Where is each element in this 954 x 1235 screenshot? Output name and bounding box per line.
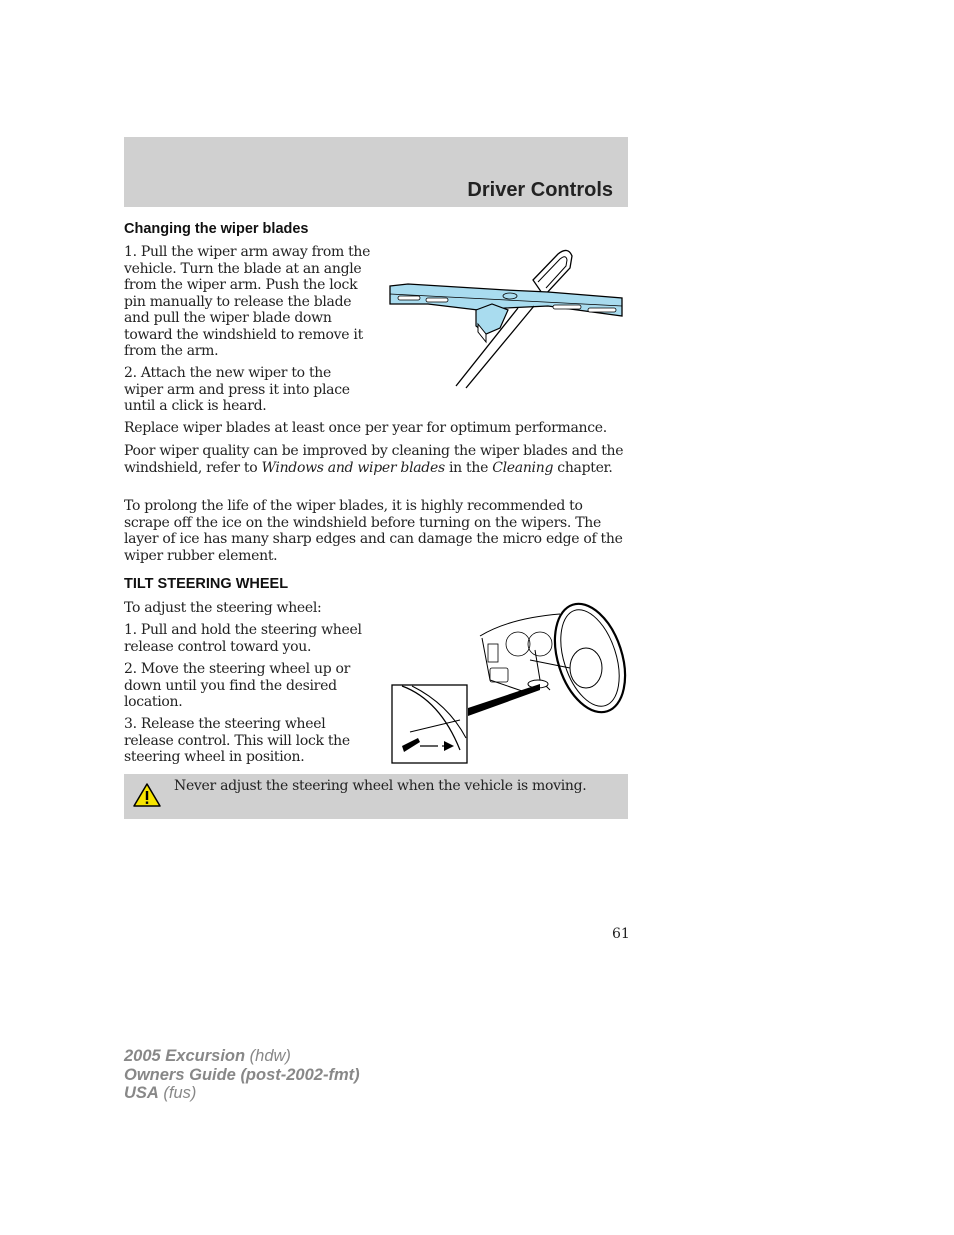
footer-line-2 [124,1066,360,1085]
footer-market-code: (fus) [158,1084,197,1102]
section-title: Driver Controls [467,179,613,201]
quality-text-1: Poor wiper quality can be improved by cleaning the wiper blades and the windshield, refer to [124,443,624,476]
quality-chapter-ref: Cleaning [492,459,554,476]
steering-wheel-illustration [390,600,630,765]
footer-line-3 [124,1084,360,1103]
warning-box [124,774,628,819]
wiper-replace-note: Replace wiper blades at least once per year for optimum performance. [124,420,607,436]
tilt-heading: TILT STEERING WHEEL [124,576,289,592]
footer-market: USA [124,1084,159,1102]
wiper-blade-illustration [388,246,624,390]
footer-line-1 [124,1047,360,1066]
warning-text: Never adjust the steering wheel when the vehicle is moving. [174,778,587,794]
wiper-step-2: 2. Attach the new wiper to the wiper arm and press it into place until a click is heard. [124,365,350,414]
tilt-intro: To adjust the steering wheel: [124,600,322,616]
warning-triangle-icon [132,782,162,808]
wiper-heading: Changing the wiper blades [124,221,309,237]
quality-text-2: in the [444,459,493,476]
section-header [124,137,628,207]
wiper-ice-note: To prolong the life of the wiper blades, it is highly recommended to scrape off the ice on the windshield before turning on the wipers. The layer of ice has many sharp edges and can damage the micro edge of the wiper rubber element. [124,498,623,564]
quality-ref-link: Windows and wiper blades [261,459,445,476]
tilt-step-1: 1. Pull and hold the steering wheel release control toward you. [124,622,362,655]
document-footer [124,1047,360,1103]
footer-model: 2005 Excursion [124,1047,246,1065]
wiper-step-1: 1. Pull the wiper arm away from the vehicle. Turn the blade at an angle from the wiper arm. Push the lock pin manually to release the blade and pull the wiper blade down toward the windshield to remove it from the arm. [124,244,371,359]
tilt-step-3: 3. Release the steering wheel release control. This will lock the steering wheel in position. [124,716,350,765]
footer-model-code: (hdw) [245,1047,291,1065]
tilt-step-2: 2. Move the steering wheel up or down until you find the desired location. [124,661,351,710]
quality-text-3: chapter. [553,459,613,476]
wiper-quality-note [124,443,630,476]
footer-guide: Owners Guide (post-2002-fmt) [124,1065,360,1084]
page-number: 61 [612,926,630,942]
